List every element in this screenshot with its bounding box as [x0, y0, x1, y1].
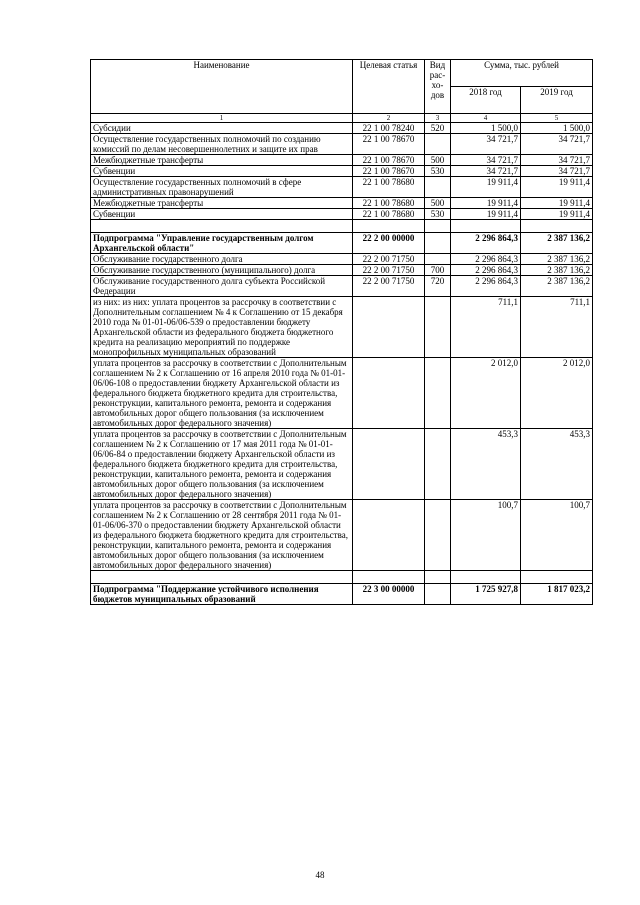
row-2018: 2 296 864,3 — [451, 254, 521, 265]
subprogram-row — [91, 233, 593, 254]
table-row — [91, 123, 593, 134]
row-vid — [425, 584, 451, 605]
row-2018: 34 721,7 — [451, 155, 521, 166]
row-2019: 1 817 023,2 — [521, 584, 593, 605]
row-2019: 2 387 136,2 — [521, 233, 593, 254]
row-vid: 500 — [425, 155, 451, 166]
row-code: 22 3 00 00000 — [353, 584, 425, 605]
row-2018: 2 296 864,3 — [451, 233, 521, 254]
row-vid: 520 — [425, 123, 451, 134]
table-row — [91, 358, 593, 429]
header-2018: 2018 год — [451, 87, 521, 114]
table-row — [91, 265, 593, 276]
row-2018: 100,7 — [451, 500, 521, 571]
table-row — [91, 177, 593, 198]
column-number: 3 — [425, 114, 451, 123]
row-code: 22 2 00 00000 — [353, 233, 425, 254]
row-code: 22 1 00 78670 — [353, 166, 425, 177]
row-name: Обслуживание государственного (муниципального) долга — [91, 265, 353, 276]
row-name: Субсидии — [91, 123, 353, 134]
row-2019: 2 387 136,2 — [521, 265, 593, 276]
header-2019: 2019 год — [521, 87, 593, 114]
row-2019: 2 387 136,2 — [521, 276, 593, 297]
row-2019: 100,7 — [521, 500, 593, 571]
row-2018: 453,3 — [451, 429, 521, 500]
row-name: Обслуживание государственного долга субъекта Российской Федерации — [91, 276, 353, 297]
row-2018: 34 721,7 — [451, 166, 521, 177]
row-2019: 34 721,7 — [521, 134, 593, 155]
row-2019: 711,1 — [521, 297, 593, 358]
row-code: 22 1 00 78670 — [353, 134, 425, 155]
row-code — [353, 358, 425, 429]
row-code — [353, 500, 425, 571]
row-2018: 34 721,7 — [451, 134, 521, 155]
row-2019: 34 721,7 — [521, 166, 593, 177]
row-vid: 700 — [425, 265, 451, 276]
row-vid — [425, 500, 451, 571]
table-row — [91, 297, 593, 358]
row-name: Осуществление государственных полномочий по созданию комиссий по делам несовершеннолетних и защите их прав — [91, 134, 353, 155]
table-row — [91, 155, 593, 166]
row-code: 22 2 00 71750 — [353, 265, 425, 276]
row-code: 22 1 00 78680 — [353, 198, 425, 209]
table-row — [91, 254, 593, 265]
row-vid — [425, 134, 451, 155]
row-2019: 19 911,4 — [521, 177, 593, 198]
row-name: Обслуживание государственного долга — [91, 254, 353, 265]
header-row — [91, 60, 593, 87]
row-code: 22 1 00 78680 — [353, 209, 425, 220]
row-name: Осуществление государственных полномочий в сфере административных правонарушений — [91, 177, 353, 198]
row-2019: 2 012,0 — [521, 358, 593, 429]
row-name: Подпрограмма "Поддержание устойчивого исполнения бюджетов муниципальных образований — [91, 584, 353, 605]
row-code: 22 2 00 71750 — [353, 276, 425, 297]
row-code — [353, 429, 425, 500]
row-2019: 2 387 136,2 — [521, 254, 593, 265]
row-name: Субвенции — [91, 166, 353, 177]
row-2019: 19 911,4 — [521, 209, 593, 220]
row-vid — [425, 177, 451, 198]
row-name: уплата процентов за рассрочку в соответствии с Дополнительным соглашением № 2 к Соглашению от 16 апреля 2010 года № 01-01-06/06-108 о предоставлении бюджету Архангельской области из федерального бюджета бюджетного кредита для строительства, реконструкции, капитального ремонта, ремонта и содержания автомобильных дорог общего пользования (за исключением автомобильных дорог федерального значения) — [91, 358, 353, 429]
row-name: Субвенции — [91, 209, 353, 220]
table-row — [91, 134, 593, 155]
row-2019: 34 721,7 — [521, 155, 593, 166]
column-numbers-row — [91, 114, 593, 123]
row-vid — [425, 297, 451, 358]
row-2018: 1 725 927,8 — [451, 584, 521, 605]
row-2019: 19 911,4 — [521, 198, 593, 209]
row-2018: 19 911,4 — [451, 198, 521, 209]
header-code: Целевая статья — [353, 60, 425, 114]
column-number: 1 — [91, 114, 353, 123]
row-vid — [425, 233, 451, 254]
column-number: 4 — [451, 114, 521, 123]
row-vid — [425, 358, 451, 429]
row-vid: 530 — [425, 209, 451, 220]
row-vid — [425, 254, 451, 265]
row-2018: 711,1 — [451, 297, 521, 358]
table-row — [91, 276, 593, 297]
header-vid: Вид рас-хо-дов — [425, 60, 451, 114]
row-name: из них: из них: уплата процентов за рассрочку в соответствии с Дополнительным соглашением № 4 к Соглашению от 15 декабря 2010 года № 01-01-06/06-539 о предоставлении бюджету Архангельской области из федерального бюджета бюджетного кредита на реализацию мероприятий по поддержке монопрофильных муниципальных образований — [91, 297, 353, 358]
row-code: 22 2 00 71750 — [353, 254, 425, 265]
row-2019: 453,3 — [521, 429, 593, 500]
row-name: Межбюджетные трансферты — [91, 155, 353, 166]
row-2018: 2 296 864,3 — [451, 265, 521, 276]
row-code — [353, 297, 425, 358]
row-vid: 720 — [425, 276, 451, 297]
row-vid — [425, 429, 451, 500]
row-name: уплата процентов за рассрочку в соответствии с Дополнительным соглашением № 2 к Соглашению от 28 сентября 2011 года № 01-01-06/06-370 о предоставлении бюджету Архангельской области из федерального бюджета бюджетного кредита для строительства, реконструкции, капитального ремонта, ремонта и содержания автомобильных дорог общего пользования (за исключением автомобильных дорог федерального значения) — [91, 500, 353, 571]
table-row — [91, 429, 593, 500]
row-code: 22 1 00 78240 — [353, 123, 425, 134]
header-sum: Сумма, тыс. рублей — [451, 60, 593, 87]
page-number: 48 — [315, 870, 325, 880]
budget-table — [90, 59, 593, 605]
header-name: Наименование — [91, 60, 353, 114]
row-2019: 1 500,0 — [521, 123, 593, 134]
row-name: уплата процентов за рассрочку в соответствии с Дополнительным соглашением № 2 к Соглашению от 17 мая 2011 года № 01-01-06/06-84 о предоставлении бюджету Архангельской области из федерального бюджета бюджетного кредита для строительства, реконструкции, капитального ремонта, ремонта и содержания автомобильных дорог общего пользования (за исключением автомобильных дорог федерального значения) — [91, 429, 353, 500]
row-2018: 2 296 864,3 — [451, 276, 521, 297]
subprogram-row — [91, 584, 593, 605]
table-row — [91, 198, 593, 209]
row-vid: 500 — [425, 198, 451, 209]
column-number: 2 — [353, 114, 425, 123]
row-2018: 19 911,4 — [451, 209, 521, 220]
row-code: 22 1 00 78670 — [353, 155, 425, 166]
row-code: 22 1 00 78680 — [353, 177, 425, 198]
spacer-row — [91, 220, 593, 233]
table-row — [91, 209, 593, 220]
row-name: Межбюджетные трансферты — [91, 198, 353, 209]
row-vid: 530 — [425, 166, 451, 177]
column-number: 5 — [521, 114, 593, 123]
row-2018: 1 500,0 — [451, 123, 521, 134]
table-row — [91, 500, 593, 571]
spacer-row — [91, 571, 593, 584]
row-name: Подпрограмма "Управление государственным долгом Архангельской области" — [91, 233, 353, 254]
row-2018: 19 911,4 — [451, 177, 521, 198]
table-row — [91, 166, 593, 177]
row-2018: 2 012,0 — [451, 358, 521, 429]
